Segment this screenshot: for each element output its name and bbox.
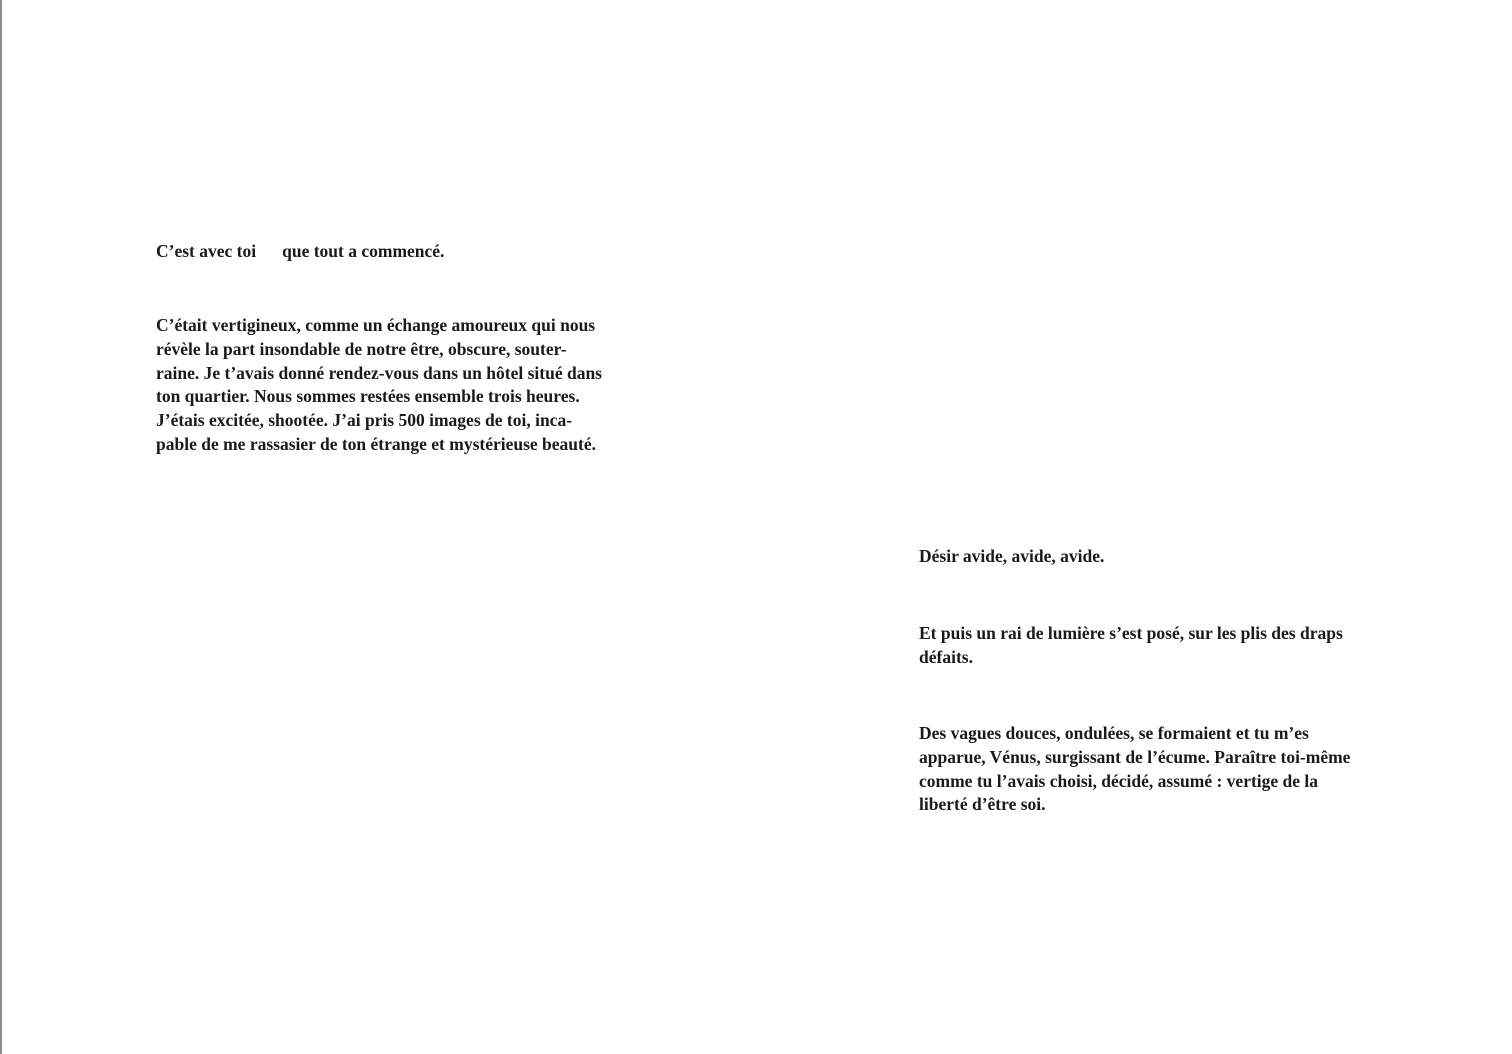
text-line: défaits. bbox=[919, 646, 973, 667]
text-line: Et puis un rai de lumière s’est posé, sur les plis des draps bbox=[919, 623, 1343, 643]
text-line: Des vagues douces, ondulées, se formaient et tu m’es bbox=[919, 723, 1309, 743]
opening-line-part2: que tout a commencé. bbox=[282, 241, 445, 261]
text-line: liberté d’être soi. bbox=[919, 794, 1046, 815]
text-line: révèle la part insondable de notre être, obscure, souter- bbox=[156, 338, 567, 359]
opening-line-part1: C’est avec toi bbox=[156, 241, 257, 261]
text-line: J’étais excitée, shootée. J’ai pris 500 images de toi, inca- bbox=[156, 410, 573, 431]
text-line: apparue, Vénus, surgissant de l’écume. Paraître toi-même bbox=[919, 746, 1351, 767]
right-paragraph-venus bbox=[919, 722, 1349, 817]
opening-line bbox=[156, 240, 616, 264]
text-line: ton quartier. Nous sommes restées ensemble trois heures. bbox=[156, 386, 580, 407]
text-line: raine. Je t’avais donné rendez-vous dans un hôtel situé dans bbox=[156, 362, 602, 383]
left-paragraph bbox=[156, 314, 602, 457]
text-line: C’était vertigineux, comme un échange amoureux qui nous bbox=[156, 315, 596, 335]
text-line: comme tu l’avais choisi, décidé, assumé : vertige de la bbox=[919, 770, 1319, 791]
right-line-desire: Désir avide, avide, avide. bbox=[919, 546, 1105, 566]
text-line: pable de me rassasier de ton étrange et mystérieuse beauté. bbox=[156, 433, 597, 454]
right-paragraph-light bbox=[919, 622, 1349, 670]
